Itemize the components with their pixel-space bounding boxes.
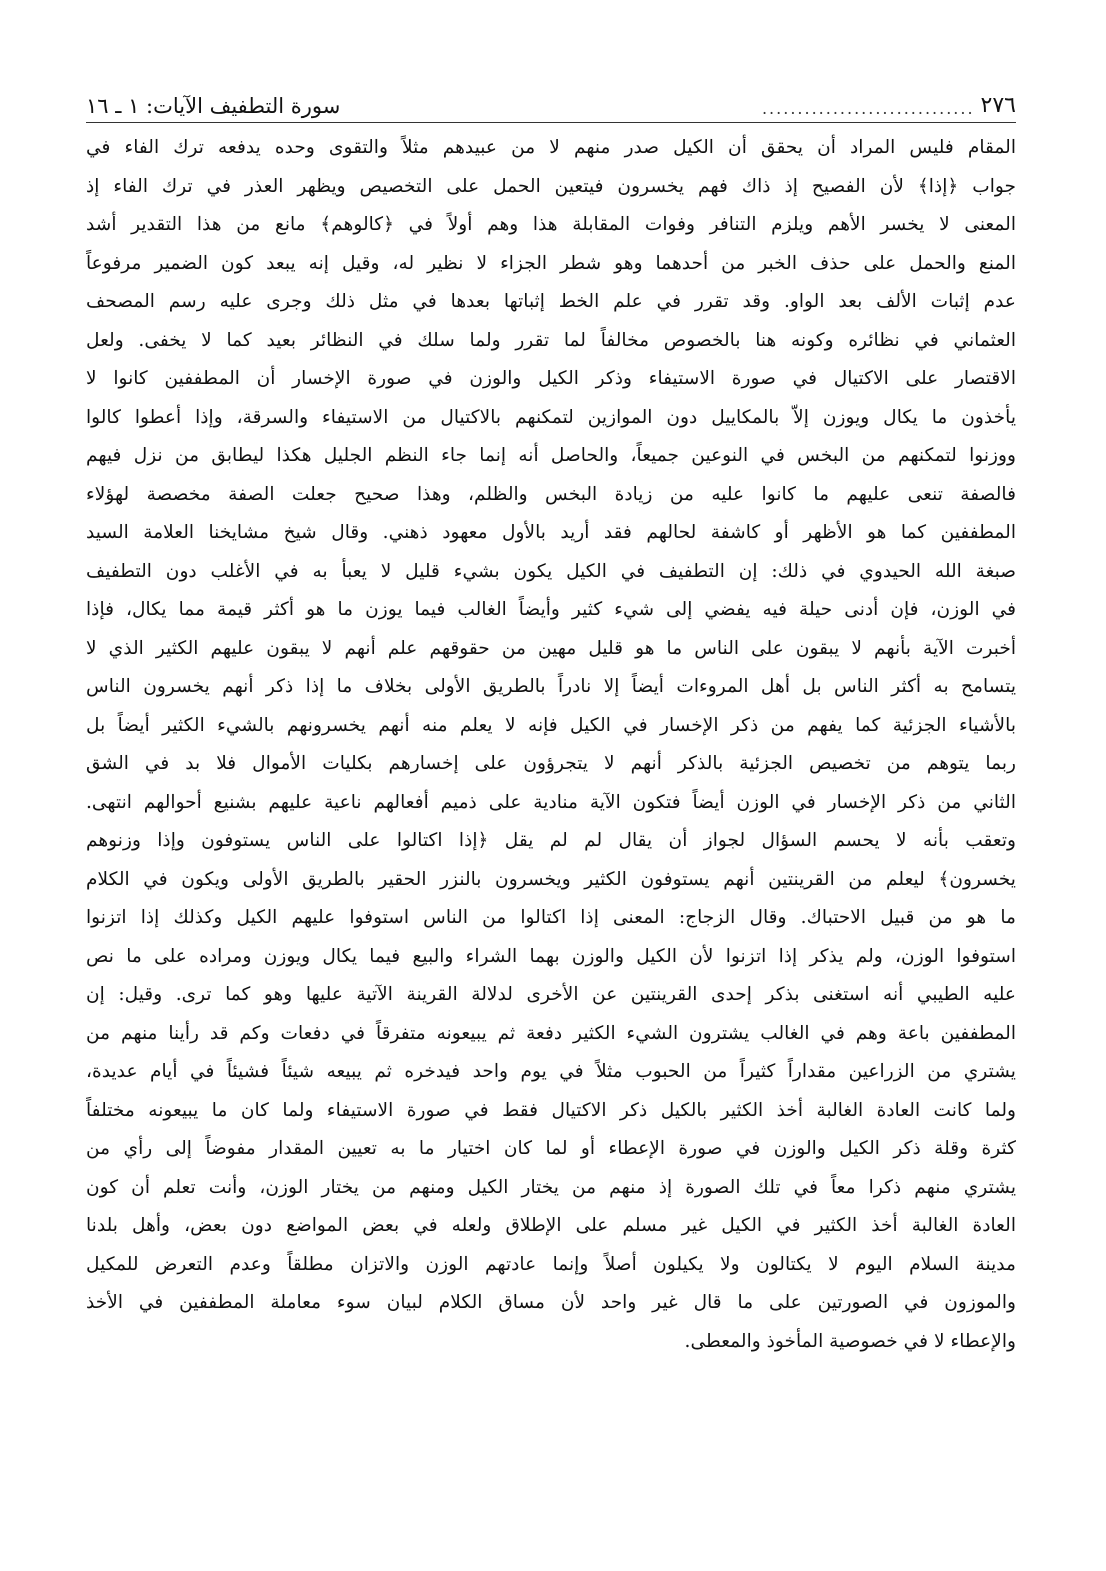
text-line: بالأشياء الجزئية كما يفهم من ذكر الإخسار في الكيل فإنه لا يعلم منه أنهم يخسرونهم بالشيء الكثير أيضاً بل (86, 714, 1016, 736)
text-line: عليه الطيبي أنه استغنى بذكر إحدى القرينتين عن الأخرى لدلالة القرينة الآتية عليها وهو كما ترى. وقيل: إن (86, 984, 1016, 1005)
text-line: يشتري من الزراعين مقداراً كثيراً من الحبوب مثلاً في يوم واحد فيدخره ثم يبيعه شيئاً فشيئاً في أيام عديدة، (86, 1061, 1016, 1082)
text-line: مدينة السلام اليوم لا يكتالون ولا يكيلون أصلاً وإنما عادتهم الوزن والاتزان مطلقاً وعدم التعرض للمكيل (86, 1253, 1016, 1275)
surah-title: سورة التطفيف الآيات: ١ ـ ١٦ (86, 94, 341, 118)
text-line: ولما كانت العادة الغالبة أخذ الكثير بالكيل ذكر الاكتيال فقط في صورة الاستيفاء ولما كان ما يبيعونه مختلفاً (86, 1099, 1016, 1121)
text-line: كثرة وقلة ذكر الكيل والوزن في صورة الإعطاء أو لما كان اختيار ما به تعيين المقدار مفوضاً إلى رأي من (86, 1138, 1016, 1159)
text-line: استوفوا الوزن، ولم يذكر إذا اتزنوا لأن الكيل والوزن بهما الشراء والبيع فيما يكال ويوزن ومراده على ما نص (86, 945, 1016, 967)
body-text (86, 129, 1016, 1361)
text-line: ربما يتوهم من تخصيص الجزئية بالذكر أنهم لا يتجرؤون على إخسارهم بكليات الأموال فلا بد في الشق (86, 753, 1016, 774)
text-line: يتسامح به أكثر الناس بل أهل المروءات أيضاً إلا نادراً بالطريق الأولى بخلاف ما إذا ذكر أنهم يخسرون الناس (86, 676, 1016, 697)
text-line: المطففين كما هو الأظهر أو كاشفة لحالهم فقد أريد بالأول معهود ذهني. وقال شيخ مشايخنا العلامة السيد (86, 522, 1016, 543)
text-line: العثماني في نظائره وكونه هنا بالخصوص مخالفاً لما تقرر ولما سلك في النظائر بعيد كما لا يخفى. ولعل (86, 329, 1016, 351)
text-line: وتعقب بأنه لا يحسم السؤال لجواز أن يقال لم لم يقل ﴿إذا اكتالوا على الناس يستوفون وإذا وزنوهم (86, 830, 1016, 851)
text-line: جواب ﴿إذا﴾ لأن الفصيح إذ ذاك فهم يخسرون فيتعين الحمل على التخصيص ويظهر العذر في ترك الفاء إذ (86, 175, 1016, 197)
text-line: الاقتصار على الاكتيال في صورة الاستيفاء وذكر الكيل والوزن في صورة الإخسار أن المطففين كانوا لا (86, 368, 1016, 389)
header-title-group (762, 93, 1016, 118)
text-line: ما هو من قبيل الاحتباك. وقال الزجاج: المعنى إذا اكتالوا من الناس استوفوا عليهم الكيل وكذلك إذا اتزنوا (86, 907, 1016, 928)
text-line: يشتري منهم ذكرا معاً في تلك الصورة إذ منهم من يختار الكيل ومنهم من يختار الوزن، وأنت تعلم أن كون (86, 1176, 1016, 1198)
text-line: يخسرون﴾ ليعلم من القرينتين أنهم يستوفون الكثير ويخسرون بالنزر الحقير بالطريق الأولى ويكون في الكلام (86, 868, 1016, 890)
text-line: المعنى لا يخسر الأهم ويلزم التنافر وفوات المقابلة هذا وهم أولاً في ﴿كالوهم﴾ مانع من هذا التقدير أشد (86, 214, 1016, 235)
text-line: العادة الغالبة أخذ الكثير في الكيل غير مسلم على الإطلاق ولعله في بعض المواضع دون بعض، وأهل بلدنا (86, 1215, 1016, 1236)
text-line: المطففين باعة وهم في الغالب يشترون الشيء الكثير دفعة ثم يبيعونه متفرقاً في دفعات وكم قد رأينا منهم من (86, 1022, 1016, 1044)
text-line: المنع والحمل على حذف الخبر من أحدهما وهو شطر الجزاء لا نظير له، وقيل إنه يبعد كون الضمير مرفوعاً (86, 252, 1016, 274)
text-line: عدم إثبات الألف بعد الواو. وقد تقرر في علم الخط إثباتها بعدها في مثل ذلك وجرى عليه رسم المصحف (86, 291, 1016, 312)
text-line: فالصفة تنعى عليهم ما كانوا عليه من زيادة البخس والظلم، وهذا صحيح جعلت الصفة مخصصة لهؤلاء (86, 483, 1016, 505)
text-line-last: والإعطاء لا في خصوصية المأخوذ والمعطى. (684, 1330, 1016, 1352)
text-line: أخبرت الآية بأنهم لا يبقون على الناس ما هو قليل مهين من حقوقهم علم أنهم لا يبقون عليهم الكثير الذي لا (86, 637, 1016, 659)
text-line: ووزنوا لتمكنهم من البخس في النوعين جميعاً، والحاصل أنه إنما جاء النظم الجليل هكذا ليطابق من نزل فيهم (86, 445, 1016, 466)
text-line: الثاني من ذكر الإخسار في الوزن أيضاً فتكون الآية منادية على ذميم أفعالهم ناعية عليهم بشنيع أحوالهم انتهى. (86, 791, 1016, 813)
text-line: والموزون في الصورتين على ما قال غير واحد لأن مساق الكلام لبيان سوء معاملة المطففين في الأخذ (86, 1292, 1016, 1313)
page (86, 78, 1016, 1518)
text-line: صبغة الله الحيدوي في ذلك: إن التطفيف في الكيل يكون بشيء قليل لا يعبأ به في الأغلب دون التطفيف (86, 560, 1016, 582)
page-header (86, 78, 1016, 123)
header-dots: .............................. (761, 99, 975, 118)
text-line: المقام فليس المراد أن يحقق أن الكيل صدر منهم لا من عبيدهم مثلاً والتقوى وحده يدفعه ترك الفاء في (86, 137, 1016, 158)
text-line: في الوزن، فإن أدنى حيلة فيه يفضي إلى شيء كثير وأيضاً الغالب فيما يوزن ما هو أكثر قيمة مما يكال، فإذا (86, 599, 1016, 620)
page-number: ٢٧٦ (980, 93, 1016, 118)
text-line: يأخذون ما يكال ويوزن إلاّ بالمكاييل دون الموازين لتمكنهم بالاكتيال من الاستيفاء والسرقة، وإذا أعطوا كالوا (86, 406, 1016, 428)
